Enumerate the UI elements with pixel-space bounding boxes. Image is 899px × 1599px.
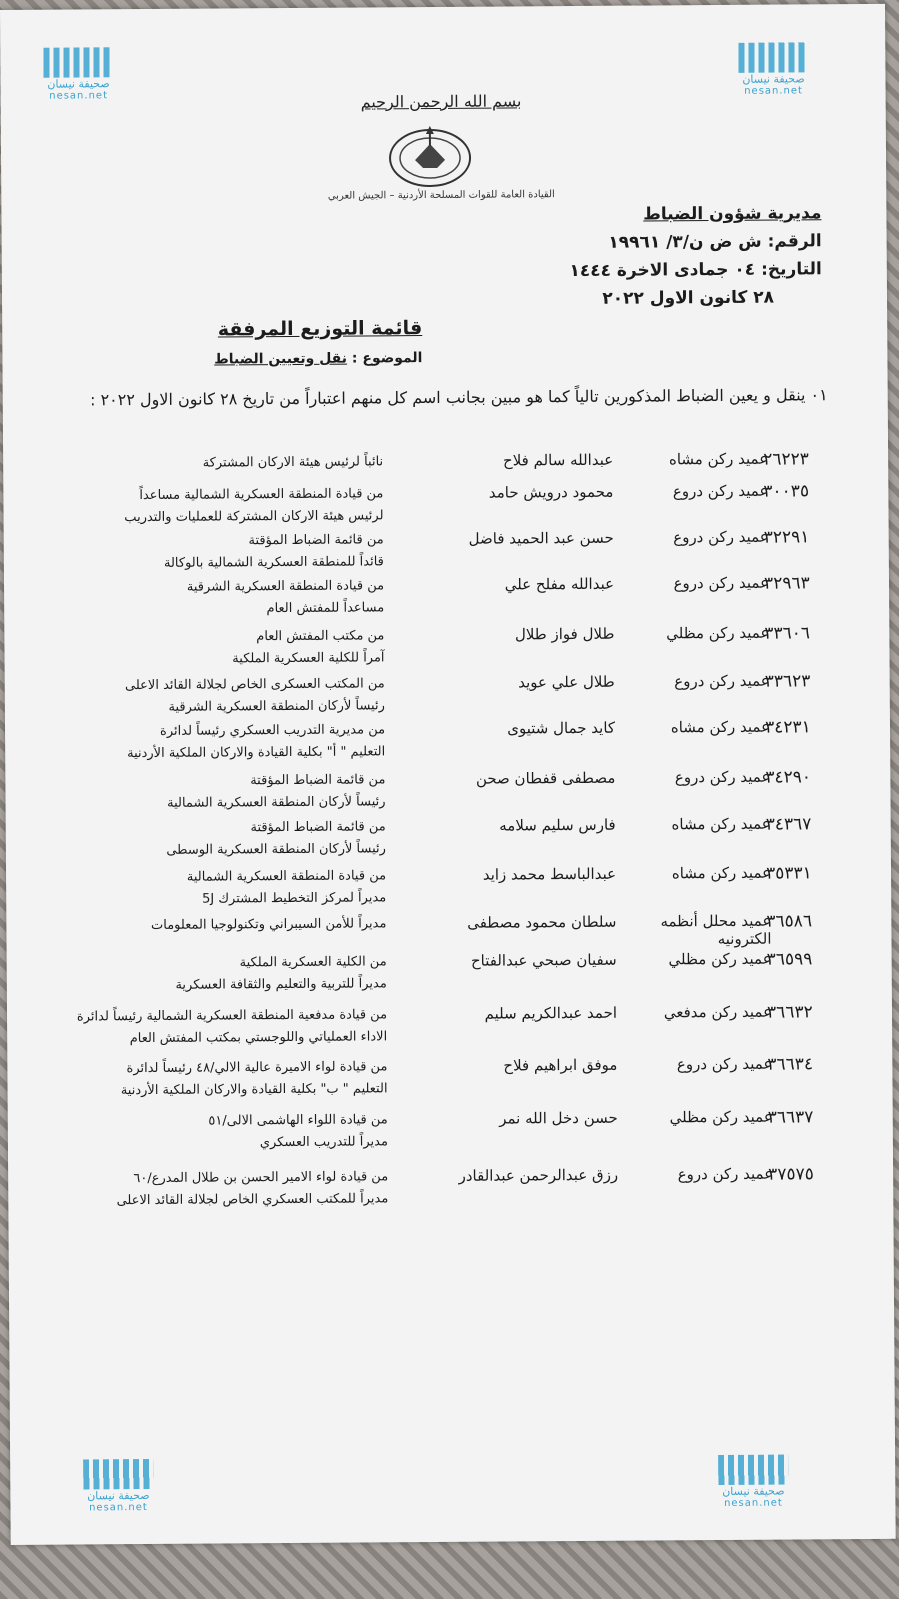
- officer-name: كايد جمال شتيوى: [507, 718, 616, 738]
- officer-number: ٣٤٢٩٠: [765, 767, 812, 788]
- officer-number: ٣٦٥٩٩: [766, 949, 813, 970]
- officer-number: ٣٢٢٩١: [763, 527, 810, 548]
- officer-name: موفق ابراهيم فلاح: [503, 1055, 618, 1075]
- subject-label: الموضوع :: [351, 350, 423, 367]
- officer-rank: عميد ركن دروع: [673, 573, 770, 593]
- officer-posting-line-2: [36, 936, 386, 938]
- officer-name: حسن عبد الحميد فاضل: [468, 528, 614, 548]
- officer-posting-line-1: نائباً لرئيس هيئة الاركان المشتركة: [202, 454, 384, 471]
- intro-paragraph: ٠١ ينقل و يعين الضباط المذكورين تالياً كما هو مبين بجانب اسم كل منهم اعتباراً من تاريخ ٢٨ كانون الاول ٢٠٢٢ :: [90, 385, 828, 410]
- basmala: بسم الله الرحمن الرحيم: [360, 91, 522, 112]
- officer-number: ٣٦٦٣٢: [766, 1002, 813, 1023]
- officer-posting-line-2: مديراً للتربية والتعليم والثقافة العسكرية: [175, 976, 387, 993]
- watermark-bottom-right: [715, 1455, 791, 1511]
- officer-row: [6, 814, 891, 864]
- officer-posting-line-2: مديراً للتدريب العسكري: [259, 1134, 388, 1151]
- officer-number: ٣٧٥٧٥: [768, 1164, 814, 1185]
- officer-rank: عميد ركن مشاه: [671, 814, 771, 834]
- officer-number: ٣٥٣٣١: [765, 863, 812, 884]
- officer-name: محمود درويش حامد: [488, 482, 614, 502]
- watermark-text: صحيفة نيسان: [87, 1488, 150, 1503]
- officer-name: عبدالله سالم فلاح: [502, 450, 614, 470]
- officer-number: ٢٦٢٢٣: [763, 449, 809, 470]
- officer-posting-line-1: من قيادة مدفعية المنطقة العسكرية الشمالية رئيساً لدائرة: [76, 1007, 388, 1025]
- officer-posting-line-2: رئيساً لأركان المنطقة العسكرية الشرقية: [168, 698, 385, 715]
- officer-rank: عميد ركن مشاه: [668, 449, 769, 469]
- officer-row: [7, 1054, 892, 1104]
- officer-row: [4, 527, 889, 577]
- watermark-text: صحيفة نيسان: [47, 77, 110, 91]
- watermark-text: صحيفة نيسان: [722, 1484, 785, 1498]
- officer-posting-line-1: من مديرية التدريب العسكري رئيساً لدائرة: [159, 722, 386, 739]
- officer-name: عبدالباسط محمد زايد: [482, 864, 617, 884]
- officer-name: مصطفى قفطان صحن: [475, 768, 616, 788]
- officer-rank: عميد محلل أنظمه الكترونيه: [660, 911, 772, 949]
- officer-row: [8, 1164, 893, 1214]
- officer-posting-line-2: الاداء العملياتي واللوجستي بمكتب المفتش العام: [129, 1029, 388, 1047]
- officer-rank: عميد ركن دروع: [674, 767, 771, 787]
- watermark-text: صحيفة نيسان: [742, 72, 805, 86]
- officer-name: سفيان صبحي عبدالفتاح: [470, 950, 617, 970]
- officer-row: [8, 1107, 893, 1157]
- watermark-url: nesan.net: [49, 90, 109, 102]
- officer-posting-line-2: التعليم " أ" بكلية القيادة والاركان الملكية الأردنية: [127, 744, 386, 762]
- officer-name: عبدالله مفلح علي: [504, 574, 615, 594]
- date-gregorian: ٢٨ كانون الاول ٢٠٢٢: [602, 287, 775, 309]
- officer-number: ٣٦٦٣٤: [767, 1054, 814, 1075]
- directorate-name: مديرية شؤون الضباط: [643, 203, 822, 225]
- officer-posting-line-1: من قائمة الضباط المؤقتة: [250, 772, 386, 789]
- date-label: التاريخ:: [760, 259, 822, 280]
- officer-row: [5, 717, 890, 767]
- officer-posting-line-2: [33, 474, 383, 476]
- watermark-url: nesan.net: [89, 1502, 148, 1514]
- officer-row: [6, 863, 891, 913]
- officer-name: فارس سليم سلامه: [499, 815, 616, 835]
- officer-rank: عميد ركن مشاه: [670, 717, 771, 737]
- officer-posting-line-1: من قيادة المنطقة العسكرية الشمالية مساعداً: [139, 486, 384, 504]
- watermark-url: nesan.net: [724, 1497, 783, 1509]
- officer-rank: عميد ركن مدفعي: [663, 1002, 773, 1022]
- officer-posting-line-1: من قيادة لواء الامير الحسن بن طلال المدرع/٦٠: [133, 1169, 389, 1187]
- officer-row: [3, 481, 888, 531]
- officer-posting-line-1: من قائمة الضباط المؤقتة: [250, 819, 386, 836]
- officer-posting-line-1: مديراً للأمن السيبراني وتكنولوجيا المعلومات: [150, 916, 387, 933]
- officer-posting-line-2: قائداً للمنطقة العسكرية الشمالية بالوكالة: [163, 554, 384, 571]
- subject-value: نقل وتعيين الضباط: [214, 350, 348, 368]
- officer-name: طلال علي عويد: [518, 672, 615, 692]
- officer-rank: عميد ركن دروع: [674, 671, 770, 691]
- officer-posting-line-1: من قيادة لواء الاميرة عالية الالي/٤٨ رئيساً لدائرة: [126, 1059, 388, 1077]
- officer-rank: عميد ركن دروع: [676, 1054, 773, 1074]
- officer-number: ٣٠٠٣٥: [763, 481, 810, 502]
- officer-row: [4, 573, 889, 623]
- officer-posting-line-1: من الكلية العسكرية الملكية: [239, 954, 387, 971]
- watermark-logo-icon: [83, 1459, 153, 1489]
- distribution-title: قائمة التوزيع المرفقة: [217, 317, 423, 341]
- watermark-logo-icon: [718, 1455, 788, 1485]
- officer-posting-line-2: آمراً للكلية العسكرية الملكية: [232, 650, 385, 667]
- officer-name: طلال فواز طلال: [514, 624, 615, 644]
- officer-posting-line-1: من المكتب العسكرى الخاص لجلالة القائد الاعلى: [124, 676, 385, 694]
- officer-list: [0, 4, 894, 1310]
- officer-name: حسن دخل الله نمر: [499, 1108, 618, 1128]
- officer-number: ٣٣٦٠٦: [764, 623, 811, 644]
- date-hijri: ٠٤ جمادى الاخرة ١٤٤٤: [569, 259, 756, 282]
- officer-number: ٣٤٣٦٧: [765, 814, 812, 835]
- officer-name: سلطان محمود مصطفى: [467, 912, 617, 932]
- officer-rank: عميد ركن مظلي: [669, 1107, 773, 1127]
- officer-row: [7, 949, 892, 999]
- officer-row: [5, 767, 890, 817]
- officer-rank: عميد ركن مظلي: [668, 949, 772, 969]
- officer-posting-line-1: من قائمة الضباط المؤقتة: [248, 532, 384, 549]
- officer-posting-line-2: رئيساً لأركان المنطقة العسكرية الوسطى: [166, 841, 386, 858]
- officer-posting-line-1: من قيادة المنطقة العسكرية الشمالية: [186, 868, 387, 885]
- officer-posting-line-2: لرئيس هيئة الاركان المشتركة للعمليات والتدريب: [124, 508, 384, 526]
- officer-posting-line-2: مساعداً للمفتش العام: [266, 600, 385, 617]
- document-page: [0, 4, 896, 1545]
- officer-rank: عميد ركن مشاه: [671, 863, 772, 883]
- officer-number: ٣٤٢٣١: [764, 717, 811, 738]
- officer-number: ٣٦٥٨٦: [766, 911, 813, 932]
- officer-name: رزق عبدالرحمن عبدالقادر: [458, 1165, 619, 1185]
- officer-row: [5, 671, 890, 721]
- watermark-bottom-left: [80, 1459, 156, 1515]
- reference-label: الرقم:: [767, 231, 822, 252]
- officer-row: [7, 1002, 892, 1052]
- officer-posting-line-1: من قيادة اللواء الهاشمى الالى/٥١: [208, 1112, 388, 1129]
- officer-rank: عميد ركن دروع: [673, 527, 769, 547]
- officer-posting-line-2: التعليم " ب" بكلية القيادة والاركان الملكية الأردنية: [120, 1081, 388, 1099]
- watermark-url: nesan.net: [744, 85, 803, 97]
- officer-rank: عميد ركن مظلي: [666, 623, 770, 643]
- officer-rank: عميد ركن دروع: [677, 1164, 774, 1184]
- officer-posting-line-1: من قيادة المنطقة العسكرية الشرقية: [186, 578, 385, 595]
- command-subtitle: القيادة العامة للقوات المسلحة الأردنية – الجيش العربي: [327, 189, 555, 202]
- officer-posting-line-1: من مكتب المفتش العام: [256, 628, 385, 645]
- officer-posting-line-2: مديراً لمركز التخطيط المشترك 5J: [202, 890, 387, 907]
- officer-number: ٣٣٦٢٣: [764, 671, 811, 692]
- officer-name: احمد عبدالكريم سليم: [484, 1003, 618, 1023]
- officer-row: [4, 623, 889, 673]
- reference-value: ش ض ن/٣/ ١٩٩٦١: [608, 231, 762, 253]
- officer-number: ٣٦٦٣٧: [767, 1107, 814, 1128]
- officer-posting-line-2: رئيساً لأركان المنطقة العسكرية الشمالية: [167, 794, 386, 811]
- officer-number: ٣٢٩٦٣: [763, 573, 810, 594]
- officer-rank: عميد ركن دروع: [672, 481, 769, 501]
- officer-posting-line-2: مديراً للمكتب العسكري الخاص لجلالة القائد الاعلى: [116, 1191, 389, 1209]
